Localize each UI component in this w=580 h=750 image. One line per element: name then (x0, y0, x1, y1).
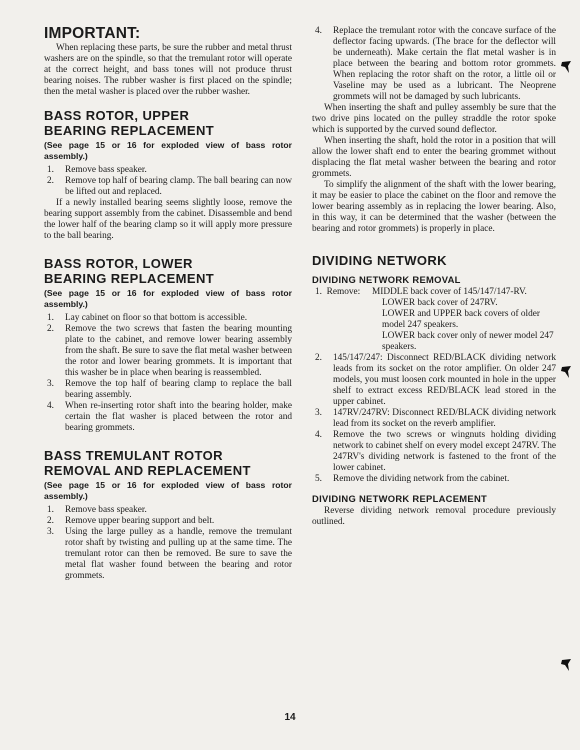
list-item: 2. 145/147/247: Disconnect RED/BLACK dividing network leads from its socket on the rotor amplifier. On older 247 models, you must loosen cork mounted in hole in the upper shelf to extract excess RED/BLACK lead stored in the upper cabinet. (315, 353, 556, 407)
left-column (44, 26, 292, 582)
list-item: 3. 147RV/247RV: Disconnect RED/BLACK dividing network lead from its socket on the reverb amplifier. (315, 408, 556, 429)
lower-bearing-heading: BASS ROTOR, LOWER BEARING REPLACEMENT (44, 256, 215, 286)
dividing-network-heading: DIVIDING NETWORK (312, 253, 447, 268)
tremulant-ref: (See page 15 or 16 for exploded view of bass rotor assembly.) (44, 480, 292, 501)
tremulant-paragraph-3: To simplify the alignment of the shaft with the lower bearing, it may be easier to place the cabinet on the floor and remove the lower bearing assembly as in replacing the lower bearing. Also, in this way, it can be determined that the washer (between the bearing and rotor grommets) is properly in place. (312, 180, 556, 234)
dividing-removal-steps (312, 353, 556, 485)
dividing-replacement-heading: DIVIDING NETWORK REPLACEMENT (312, 493, 488, 504)
dividing-replacement-text: Reverse dividing network removal procedure previously outlined. (312, 506, 556, 527)
tremulant-steps-continued (312, 26, 556, 103)
list-item: LOWER and UPPER back covers of older model 247 speakers. (382, 309, 541, 330)
list-item: 3. Remove the top half of bearing clamp to replace the ball bearing assembly. (47, 379, 292, 400)
list-item: MIDDLE back cover of 145/147/147-RV. (372, 287, 527, 297)
list-item: 4. Replace the tremulant rotor with the concave surface of the deflector facing upwards. (The brace for the deflector will be underneath). Make certain the flat metal washer is in place between the bearing and bottom rotor grommets. When replacing the rotor shaft on the rotor, a little oil or Vaseline may be used as a lubricant. The Neoprene grommets will not be damaged by such lubricants. (315, 26, 556, 102)
tremulant-paragraph-2: When inserting the shaft, hold the rotor in a position that will allow the lower shaft end to enter the bearing grommet without displacing the flat metal washer between the bearing and rotor grommets. (312, 136, 556, 179)
upper-bearing-heading: BASS ROTOR, UPPER BEARING REPLACEMENT (44, 108, 215, 138)
list-item: 4. When re-inserting rotor shaft into the bearing holder, make certain the flat washer is placed between the rotor and bearing grommets. (47, 401, 292, 433)
tremulant-heading: BASS TREMULANT ROTOR REMOVAL AND REPLACEMENT (44, 448, 251, 478)
list-item: 4. Remove the two screws or wingnuts holding dividing network to cabinet shelf on every model except 247RV. The 247RV's dividing network is fastened to the front of the lower cabinet. (315, 430, 556, 473)
tremulant-paragraph-1: When inserting the shaft and pulley assembly be sure that the two drive pins located on the pulley straddle the rotor spoke which is supported by the curved sound deflector. (312, 103, 556, 135)
dividing-removal-heading: DIVIDING NETWORK REMOVAL (312, 274, 461, 285)
list-item: 2. Remove top half of bearing clamp. The ball bearing can now be lifted out and replaced. (47, 176, 292, 197)
list-item: LOWER back cover of 247RV. (382, 298, 498, 308)
tremulant-steps (44, 505, 292, 582)
list-item: 3. Using the large pulley as a handle, remove the tremulant rotor shaft by twisting and pulling up at the same time. The tremulant rotor can then be removed. Be sure to save the metal flat washer found between the bearing and rotor grommets. (47, 527, 292, 581)
remove-label: 1. Remove: (315, 287, 361, 297)
upper-bearing-ref: (See page 15 or 16 for exploded view of bass rotor assembly.) (44, 140, 292, 161)
important-heading: IMPORTANT: (44, 25, 141, 42)
binder-mark-icon (560, 658, 572, 672)
remove-covers-step (312, 287, 556, 353)
upper-bearing-note: If a newly installed bearing seems slightly loose, remove the bearing support assembly from the cabinet. Disassemble and bend the lower half of the bearing clamp so it will apply more pressure to the ball bearing. (44, 198, 292, 241)
list-item: 1. Remove bass speaker. (47, 505, 147, 515)
list-item: LOWER back cover only of newer model 247 speakers. (382, 331, 554, 352)
lower-bearing-ref: (See page 15 or 16 for exploded view of bass rotor assembly.) (44, 288, 292, 309)
remove-items (372, 287, 556, 353)
important-text: When replacing these parts, be sure the rubber and metal thrust washers are on the spindle, so that the tremulant rotor will operate at the correct height, and bass tones will not produce thrust bearing noises. The rubber washer is first placed on the spindle; then the metal washer is placed over the rubber washer. (44, 43, 292, 97)
binder-mark-icon (560, 60, 572, 74)
list-item: 2. Remove upper bearing support and belt. (47, 516, 215, 526)
list-item: 5. Remove the dividing network from the cabinet. (315, 474, 510, 484)
lower-bearing-steps (44, 313, 292, 434)
page-number: 14 (284, 712, 296, 723)
list-item: 2. Remove the two screws that fasten the bearing mounting plate to the cabinet, and remove lower bearing assembly from the shaft. Be sure to save the flat metal washer between the rotor and lower bearing grommets. It is important that this washer be in place when bearing is reassembled. (47, 324, 292, 378)
binder-mark-icon (560, 365, 572, 379)
list-item: 1. Remove bass speaker. (47, 165, 147, 175)
list-item: 1. Lay cabinet on floor so that bottom is accessible. (47, 313, 248, 323)
upper-bearing-steps (44, 165, 292, 198)
right-column (312, 26, 556, 528)
